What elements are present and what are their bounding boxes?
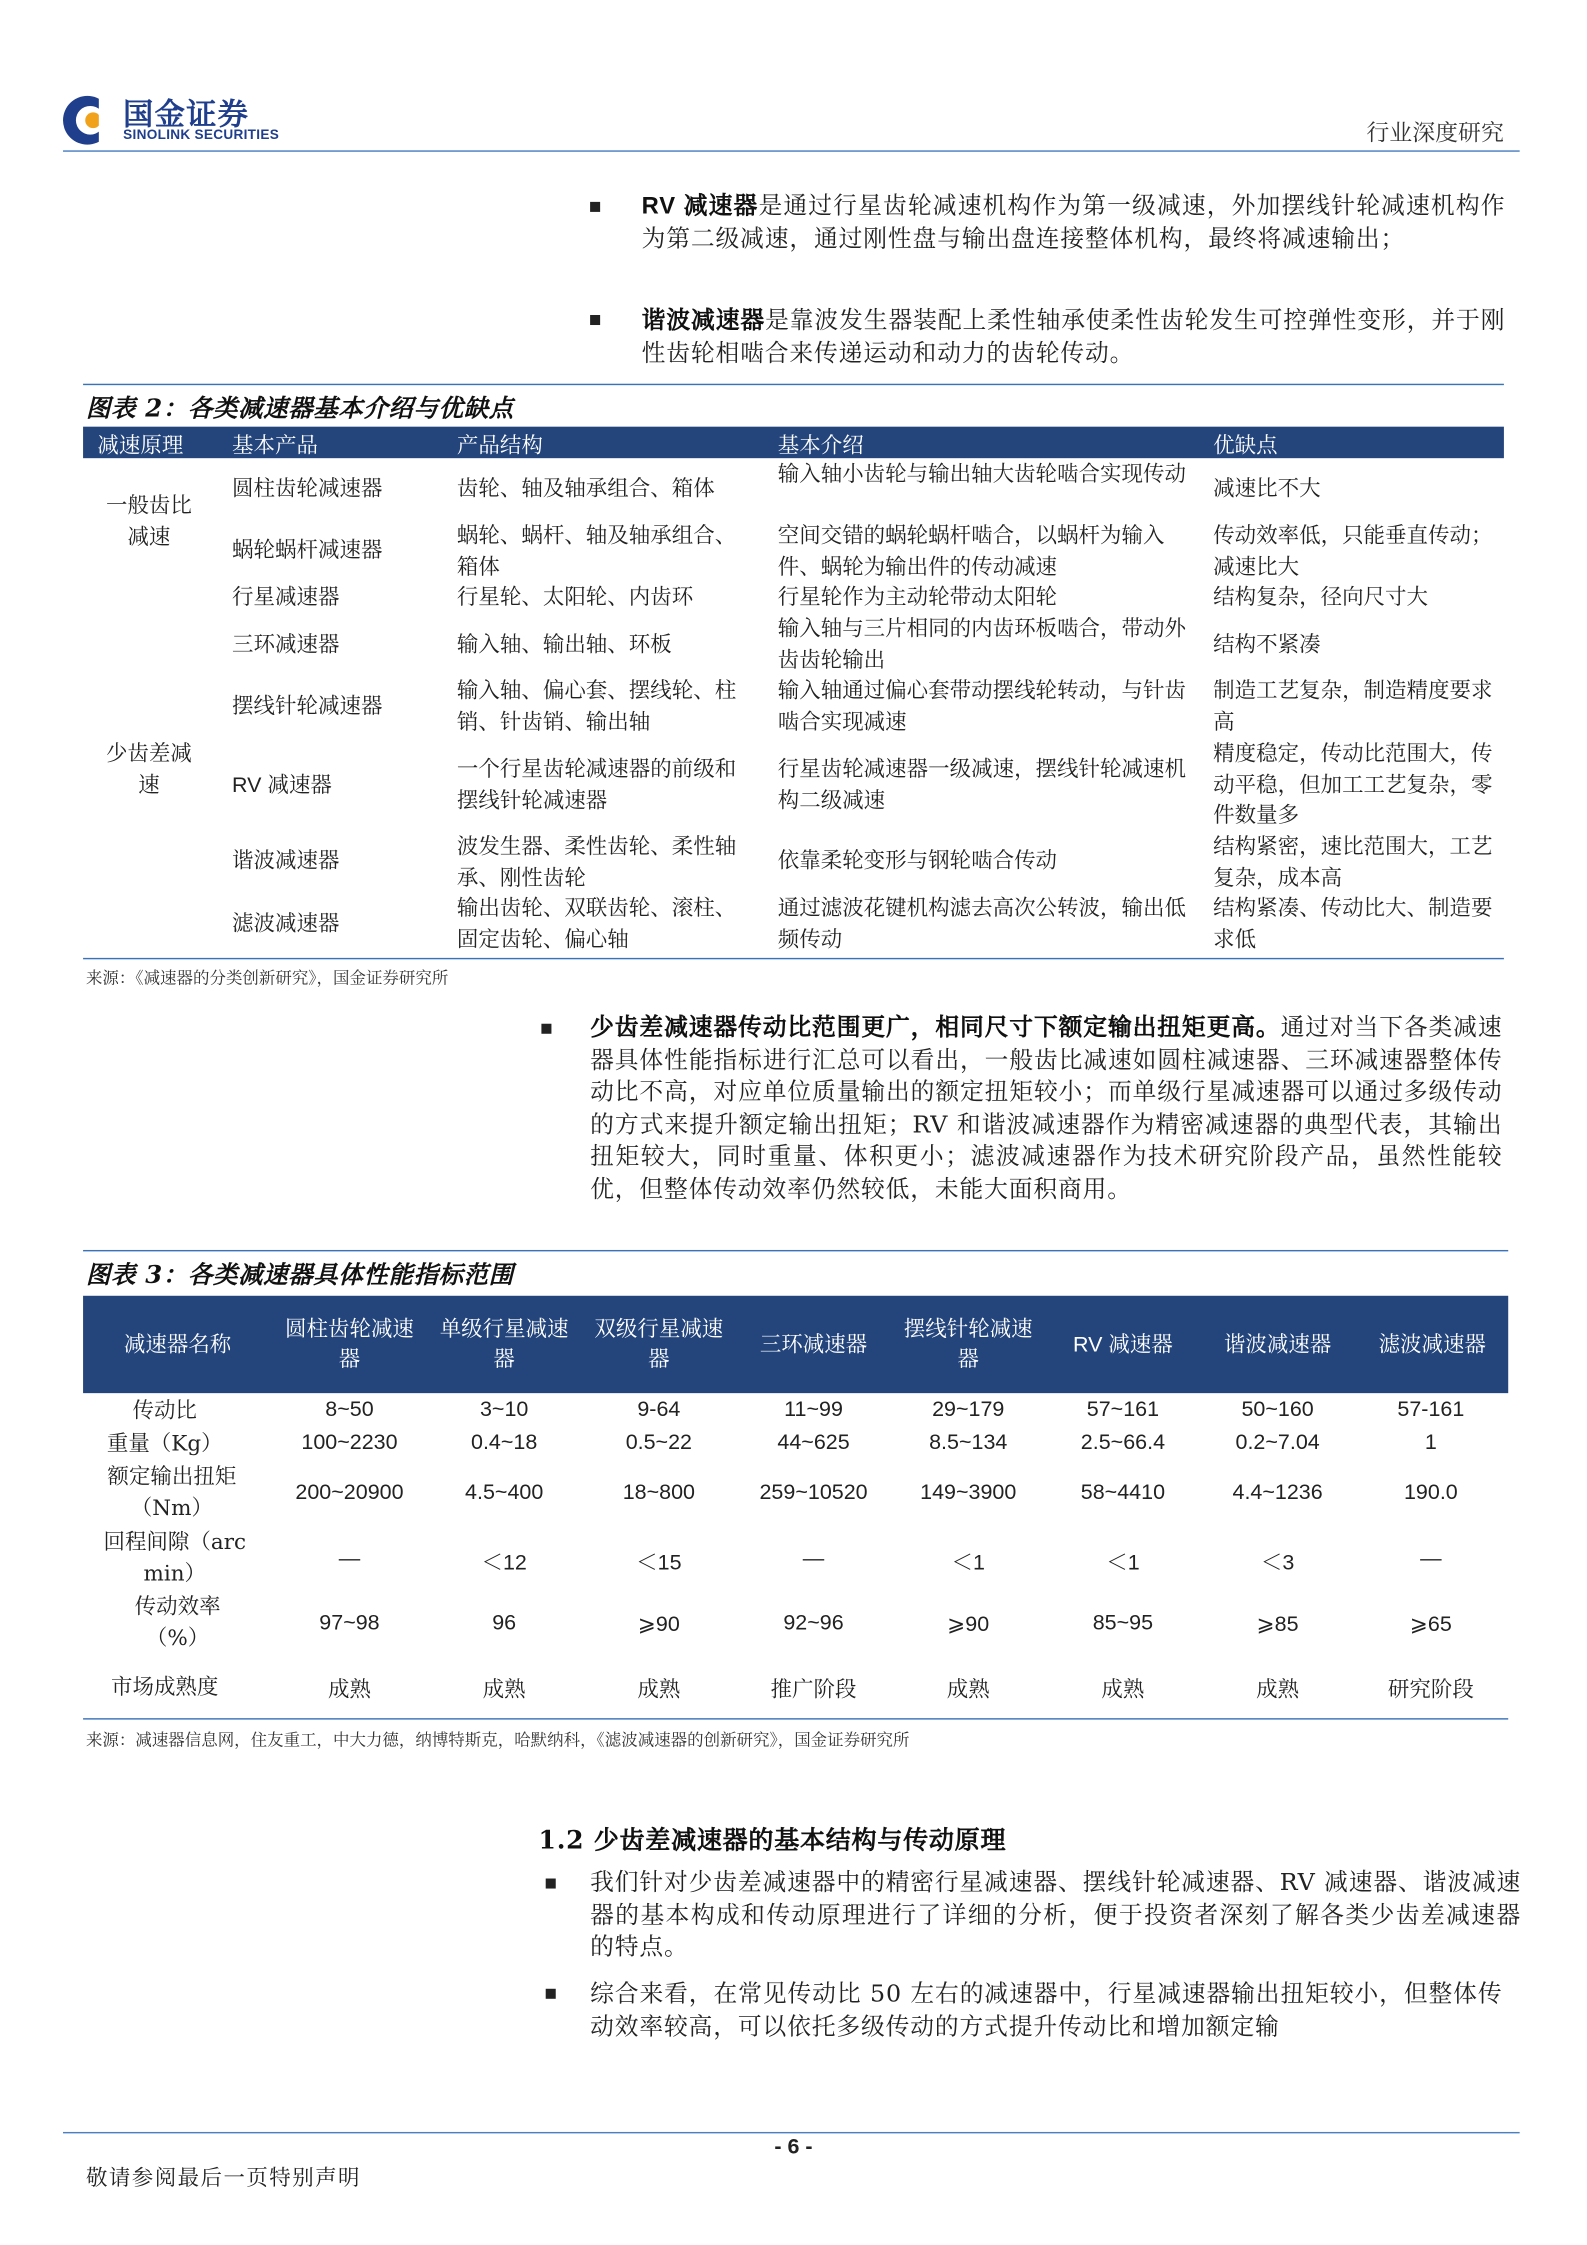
t3-cell: 成熟 bbox=[1256, 1676, 1300, 1703]
t3-row-label: 额定输出扭矩（Nm） bbox=[107, 1463, 237, 1521]
section-bullet: 我们针对少齿差减速器中的精密行星减速器、摆线针轮减速器、RV 减速器、谐波减速器的基本构成和传动原理进行了详细的分析，便于投资者深刻了解各类少齿差减速器的特点。 bbox=[590, 1868, 1522, 1961]
t2-cell-intro: 通过滤波花键机构滤去高次公转波，输出低频传动 bbox=[777, 894, 1186, 952]
t3-cell: 97~98 bbox=[319, 1610, 380, 1636]
t2-cell-product: 三环减速器 bbox=[232, 631, 340, 658]
footer-disclaimer: 敬请参阅最后一页特别声明 bbox=[85, 2164, 361, 2191]
mid-bullet: 少齿差减速器传动比范围更广，相同尺寸下额定输出扭矩更高。通过对当下各类减速器具体性能指标进行汇总可以看出，一般齿比减速如圆柱减速器、三环减速器整体传动比不高，对应单位质量输出的额定扭矩较小；而单级行星减速器可以通过多级传动的方式来提升额定输出扭矩；RV 和谐波减速器作为精密减速器的典型代表，其输出扭矩较大，同时重量、体积更小；滤波减速器作为技术研究阶段产品，虽然性能较优，但整体传动效率仍然较低，未能大面积商用。 bbox=[590, 1012, 1503, 1203]
t3-cell: 4.4~1236 bbox=[1232, 1480, 1323, 1505]
brand-subtitle: SINOLINK SECURITIES bbox=[123, 127, 280, 144]
t3-header-col: 圆柱齿轮减速器 bbox=[285, 1315, 414, 1372]
t3-cell: 1 bbox=[1424, 1430, 1437, 1455]
section-title: 1.2 少齿差减速器的基本结构与传动原理 bbox=[538, 1826, 1007, 1856]
t2-cell-proscons: 结构紧密，速比范围大，工艺复杂，成本高 bbox=[1213, 833, 1493, 890]
t3-cell: ⩾90 bbox=[637, 1612, 680, 1637]
t2-cell-product: 谐波减速器 bbox=[232, 847, 340, 874]
t3-cell: 3~10 bbox=[479, 1397, 529, 1422]
figure3-source: 来源：减速器信息网，住友重工，中大力德，纳博特斯克，哈默纳科，《滤波减速器的创新研究》，国金证券研究所 bbox=[85, 1729, 910, 1750]
t3-row-label: 重量（Kg） bbox=[106, 1430, 223, 1457]
figure3-bottom-rule bbox=[83, 1718, 1508, 1719]
t2-cell-product: 行星减速器 bbox=[232, 584, 340, 610]
intro-bullet-harmonic: 谐波减速器是靠波发生器装配上柔性轴承使柔性齿轮发生可控弹性变形，并于刚性齿轮相啮合来传递运动和动力的齿轮传动。 bbox=[641, 304, 1506, 366]
t2-cell-intro: 输入轴小齿轮与输出轴大齿轮啮合实现传动 bbox=[777, 461, 1186, 487]
t3-cell: — bbox=[1420, 1546, 1442, 1571]
t2-cell-structure: 波发生器、柔性齿轮、柔性轴承、刚性齿轮 bbox=[456, 833, 737, 890]
t2-cell-proscons: 结构不紧凑 bbox=[1213, 631, 1321, 658]
t3-cell: 85~95 bbox=[1092, 1610, 1154, 1636]
t2-cell-intro: 输入轴与三片相同的内齿环板啮合，带动外齿齿轮输出 bbox=[777, 615, 1186, 673]
t2-cell-structure: 行星轮、太阳轮、内齿环 bbox=[456, 584, 694, 610]
t3-cell: 8~50 bbox=[325, 1397, 374, 1422]
t2-header-intro: 基本介绍 bbox=[777, 432, 864, 459]
t2-cell-proscons: 结构紧凑、传动比大、制造要求低 bbox=[1213, 894, 1493, 952]
t2-cell-intro: 行星齿轮减速器一级减速，摆线针轮减速机构二级减速 bbox=[777, 755, 1186, 813]
t2-header-principle: 减速原理 bbox=[97, 432, 184, 459]
t3-row-label: 传动比 bbox=[132, 1397, 197, 1424]
t2-cell-product: 摆线针轮减速器 bbox=[232, 692, 383, 719]
figure2-title: 图表 2：各类减速器基本介绍与优缺点 bbox=[85, 395, 514, 424]
brand-name: 国金证券 bbox=[123, 98, 250, 132]
t2-cell-structure: 齿轮、轴及轴承组合、箱体 bbox=[456, 475, 715, 502]
t3-cell: ＜1 bbox=[951, 1550, 985, 1575]
t3-cell: 200~20900 bbox=[295, 1480, 404, 1505]
t2-cell-proscons: 制造工艺复杂，制造精度要求高 bbox=[1213, 677, 1493, 734]
t3-row-label: 市场成熟度 bbox=[110, 1673, 219, 1700]
t3-cell: ＜15 bbox=[636, 1550, 682, 1575]
t3-cell: ⩾65 bbox=[1409, 1612, 1452, 1637]
t3-header-col: 谐波减速器 bbox=[1223, 1330, 1332, 1357]
figure2-top-rule bbox=[83, 384, 1504, 385]
figure3-title: 图表 3：各类减速器具体性能指标范围 bbox=[85, 1261, 514, 1291]
t3-row-label: 传动效率（%） bbox=[134, 1593, 221, 1651]
t2-cell-structure: 一个行星齿轮减速器的前级和摆线针轮减速器 bbox=[456, 755, 737, 813]
t2-header-product: 基本产品 bbox=[232, 432, 318, 459]
t3-cell: 成熟 bbox=[637, 1676, 681, 1703]
t3-header-col: 三环减速器 bbox=[759, 1330, 868, 1357]
intro-bullet-rv: RV 减速器是通过行星齿轮减速机构作为第一级减速，外加摆线针轮减速机构作为第二级减速，通过刚性盘与输出盘连接整体机构，最终将减速输出； bbox=[641, 191, 1506, 252]
t3-cell: 研究阶段 bbox=[1387, 1676, 1474, 1703]
t3-cell: 18~800 bbox=[622, 1480, 696, 1505]
t3-cell: 100~2230 bbox=[301, 1430, 398, 1455]
t3-cell: 50~160 bbox=[1241, 1397, 1314, 1422]
t3-header-col: RV 减速器 bbox=[1072, 1332, 1173, 1357]
t3-cell: 11~99 bbox=[784, 1397, 843, 1422]
bullet-icon bbox=[546, 1989, 556, 1999]
t2-header-proscons: 优缺点 bbox=[1213, 432, 1278, 459]
t2-cell-product: RV 减速器 bbox=[232, 773, 332, 798]
t3-cell: 29~179 bbox=[932, 1397, 1005, 1422]
t3-cell: 2.5~66.4 bbox=[1080, 1430, 1166, 1455]
t3-cell: 57-161 bbox=[1397, 1397, 1465, 1422]
t3-header-col: 摆线针轮减速器 bbox=[903, 1315, 1033, 1372]
t2-cell-proscons: 减速比不大 bbox=[1213, 475, 1321, 502]
t3-cell: 58~4410 bbox=[1080, 1480, 1166, 1505]
t2-cell-proscons: 精度稳定，传动比范围大，传动平稳，但加工工艺复杂，零件数量多 bbox=[1213, 740, 1493, 828]
t3-cell: ⩾90 bbox=[947, 1612, 990, 1637]
t3-cell: — bbox=[338, 1546, 361, 1571]
t2-cell-product: 滤波减速器 bbox=[232, 910, 340, 937]
bullet-icon bbox=[541, 1024, 551, 1034]
t3-header-corner: 减速器名称 bbox=[123, 1330, 232, 1357]
figure3-top-rule bbox=[83, 1250, 1508, 1251]
t2-cell-intro: 行星轮作为主动轮带动太阳轮 bbox=[777, 584, 1058, 610]
bullet-icon bbox=[546, 1879, 556, 1889]
brand-logo-icon bbox=[62, 94, 116, 146]
report-type: 行业深度研究 bbox=[1366, 118, 1504, 147]
section-bullet: 综合来看，在常见传动比 50 左右的减速器中，行星减速器输出扭矩较小，但整体传动效率较高，可以依托多级传动的方式提升传动比和增加额定输 bbox=[590, 1980, 1503, 2040]
t3-cell: 96 bbox=[492, 1610, 517, 1636]
t2-group-general: 一般齿比减速 bbox=[105, 492, 192, 550]
t3-cell: 9-64 bbox=[637, 1397, 681, 1422]
t3-cell: ＜1 bbox=[1106, 1550, 1140, 1575]
figure2-bottom-rule bbox=[83, 958, 1504, 959]
t3-cell: 0.5~22 bbox=[625, 1430, 693, 1455]
t3-cell: 0.2~7.04 bbox=[1235, 1430, 1320, 1455]
t3-cell: ⩾85 bbox=[1256, 1612, 1299, 1637]
t3-cell: 成熟 bbox=[946, 1676, 990, 1703]
t3-cell: 成熟 bbox=[1101, 1676, 1145, 1703]
t3-cell: 成熟 bbox=[482, 1676, 526, 1703]
t3-cell: 57~161 bbox=[1086, 1397, 1160, 1422]
t3-cell: 92~96 bbox=[783, 1610, 844, 1636]
bullet-icon bbox=[590, 315, 600, 325]
footer-divider bbox=[63, 2132, 1520, 2133]
t3-cell: ＜3 bbox=[1260, 1550, 1295, 1575]
t3-cell: 149~3900 bbox=[920, 1480, 1017, 1505]
t3-cell: 成熟 bbox=[327, 1676, 371, 1703]
t3-cell: 推广阶段 bbox=[770, 1676, 857, 1703]
t3-header-col: 双级行星减速器 bbox=[594, 1315, 724, 1372]
t2-cell-product: 蜗轮蜗杆减速器 bbox=[232, 536, 383, 563]
t3-cell: ＜12 bbox=[481, 1550, 527, 1575]
t2-cell-product: 圆柱齿轮减速器 bbox=[232, 475, 383, 502]
t3-cell: 190.0 bbox=[1403, 1480, 1458, 1505]
t2-cell-intro: 输入轴通过偏心套带动摆线轮转动，与针齿啮合实现减速 bbox=[777, 677, 1186, 734]
t2-cell-structure: 输入轴、偏心套、摆线轮、柱销、针齿销、输出轴 bbox=[456, 677, 737, 734]
t3-header-col: 单级行星减速器 bbox=[439, 1315, 569, 1372]
t2-cell-structure: 蜗轮、蜗杆、轴及轴承组合、箱体 bbox=[456, 522, 737, 580]
t3-cell: 0.4~18 bbox=[471, 1430, 538, 1455]
t2-cell-structure: 输入轴、输出轴、环板 bbox=[456, 631, 672, 658]
page-number: - 6 - bbox=[774, 2134, 813, 2160]
t3-cell: 44~625 bbox=[777, 1430, 850, 1455]
t3-row-label: 回程间隙（arc min） bbox=[103, 1529, 246, 1587]
figure2-source: 来源：《减速器的分类创新研究》，国金证券研究所 bbox=[85, 967, 449, 988]
bullet-icon bbox=[590, 202, 600, 212]
t2-cell-structure: 输出齿轮、双联齿轮、滚柱、固定齿轮、偏心轴 bbox=[456, 894, 737, 952]
t2-cell-proscons: 传动效率低，只能垂直传动；减速比大 bbox=[1213, 522, 1493, 580]
t3-header-col: 滤波减速器 bbox=[1378, 1330, 1487, 1357]
t3-cell: 259~10520 bbox=[759, 1480, 868, 1505]
t2-cell-proscons: 结构复杂，径向尺寸大 bbox=[1213, 584, 1429, 610]
t2-cell-intro: 空间交错的蜗轮蜗杆啮合，以蜗杆为输入件、蜗轮为输出件的传动减速 bbox=[777, 522, 1165, 580]
t3-cell: 4.5~400 bbox=[465, 1480, 544, 1505]
t2-cell-intro: 依靠柔轮变形与钢轮啮合传动 bbox=[777, 847, 1058, 874]
header-divider bbox=[63, 150, 1520, 151]
t2-header-structure: 产品结构 bbox=[456, 432, 543, 459]
t3-cell: — bbox=[802, 1546, 825, 1571]
t3-cell: 8.5~134 bbox=[929, 1430, 1008, 1455]
t2-group-small-tooth: 少齿差减速 bbox=[105, 740, 192, 797]
